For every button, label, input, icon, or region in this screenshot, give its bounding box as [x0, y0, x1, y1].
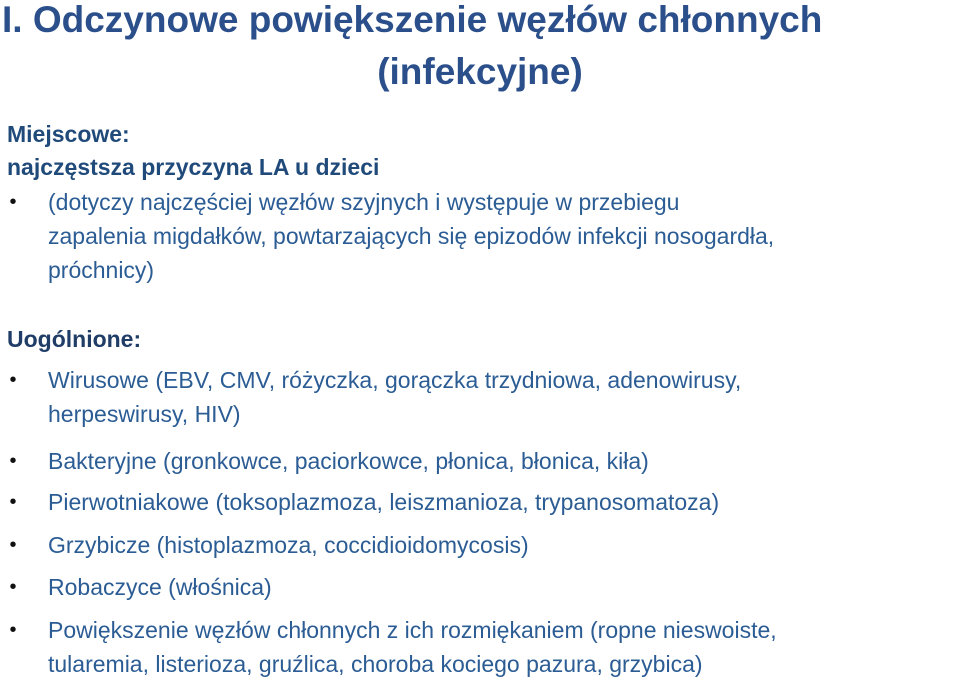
general-bullet-parasitic-text: [48, 570, 953, 604]
slide-title-line-2: (infekcyjne): [377, 51, 583, 92]
general-heading: Uogólnione:: [7, 326, 142, 352]
local-subheading: najczęstsza przyczyna LA u dzieci: [7, 154, 380, 180]
local-bullet-line-2: zapalenia migdałków, powtarzających się epizodów infekcji nosogardła,: [48, 223, 775, 249]
general-bullet-suppurative-line-2: tularemia, listerioza, gruźlica, choroba kociego pazura, grzybica): [48, 651, 703, 677]
bullet-icon: •: [9, 450, 17, 472]
local-bullet-text: [48, 185, 953, 287]
bullet-icon: •: [9, 369, 17, 391]
bullet-icon: •: [9, 534, 17, 556]
general-bullet-parasitic-line-1: Robaczyce (włośnica): [48, 574, 272, 600]
general-bullet-viral-text: [48, 363, 953, 431]
general-bullet-viral-line-1: Wirusowe (EBV, CMV, różyczka, gorączka trzydniowa, adenowirusy,: [48, 367, 742, 393]
general-bullet-protozoan-text: [48, 485, 953, 519]
bullet-icon: •: [9, 491, 17, 513]
general-bullet-suppurative-line-1: Powiększenie węzłów chłonnych z ich rozmiękaniem (ropne nieswoiste,: [48, 617, 777, 643]
local-bullet-line-3: próchnicy): [48, 257, 155, 283]
bullet-icon: •: [9, 191, 17, 213]
bullet-icon: •: [9, 619, 17, 641]
general-bullet-viral-line-2: herpeswirusy, HIV): [48, 401, 241, 427]
general-bullet-suppurative-text: [48, 613, 953, 681]
general-bullet-fungal-line-1: Grzybicze (histoplazmoza, coccidioidomycosis): [48, 532, 529, 558]
local-heading: Miejscowe:: [7, 121, 130, 147]
general-bullet-fungal-text: [48, 528, 953, 562]
general-bullet-protozoan-line-1: Pierwotniakowe (toksoplazmoza, leiszmanioza, trypanosomatoza): [48, 489, 720, 515]
general-bullet-bacterial-text: [48, 444, 953, 478]
local-bullet-line-1: (dotyczy najczęściej węzłów szyjnych i występuje w przebiegu: [48, 189, 680, 215]
general-bullet-bacterial-line-1: Bakteryjne (gronkowce, paciorkowce, płonica, błonica, kiła): [48, 448, 649, 474]
bullet-icon: •: [9, 576, 17, 598]
slide-title-line-1: I. Odczynowe powiększenie węzłów chłonnych: [2, 0, 823, 40]
